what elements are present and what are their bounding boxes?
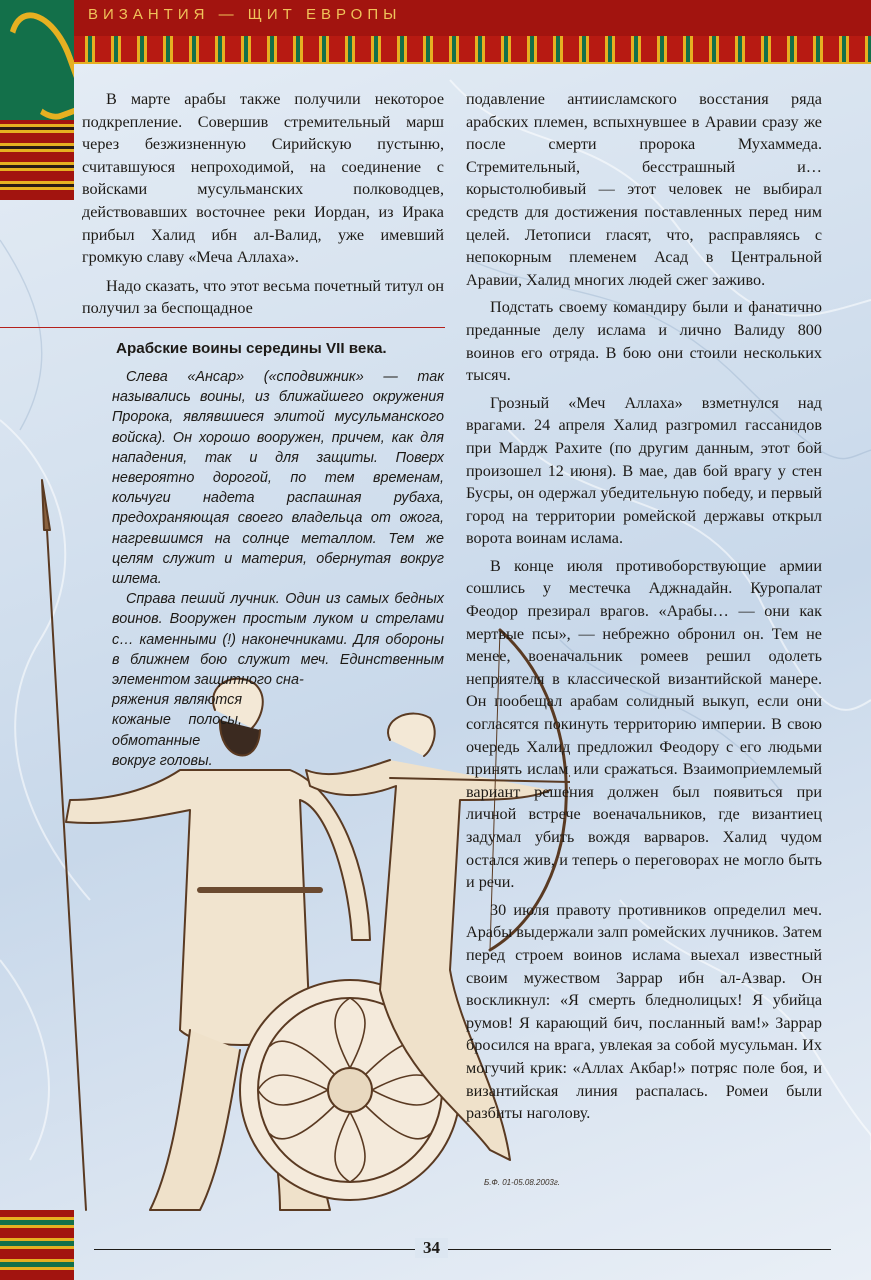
right-paragraph: подавление антиисламского восстания ряда арабских племен, вспыхнувшее в Аравии сразу же после смерти пророка Мухаммеда. Стремительный, бесстрашный и… корыстолюбивый — этот человек не выбирал средств для достижения поставленных перед ним целей. Летописи гласят, что, расправляясь с непокорным племенем Асад в Центральной Аравии, Халид многих людей сжег заживо.: [466, 90, 822, 289]
caption-paragraph: Слева «Ансар» («сподвижник» — так назывались воины, из ближайшего окружения Пророка, являвшиеся элитой мусульманского войска). Он хорошо вооружен, причем, как для нападения, так и для защиты. Поверх невероятно дорогой, по тем временам, кольчуги надета распашная рубаха, предохраняющая своего владельца от ожога, нагревшимся на солнце металлом. Тем же целям служит и материя, обернутая вокруг шлема.: [112, 369, 444, 588]
section-divider: [0, 327, 445, 328]
caption-title: Арабские воины середины VII века.: [116, 340, 387, 357]
footer-rule: [94, 1249, 831, 1250]
page-number: 34: [415, 1238, 448, 1258]
right-paragraph: 30 июля правоту противников определил меч. Арабы выдержали залп ромейских лучников. Затем перед строем воинов ислама выехал известный своим мужеством Заррар ибн ал-Азвар. Он воскликнул: «Я смерть бледнолицых! Я убийца румов! Я карающий бич, посланный вам!» Заррар бросился на врага, увлекая за собой мусульман. Их могучий крик: «Аллах Акбар!» потряс поле боя, и византийская линия распалась. Ромеи были разбиты наголову.: [466, 900, 822, 1123]
left-paragraph: В марте арабы также получили некоторое подкрепление. Совершив стремительный марш через безжизненную Сирийскую пустыню, считавшуюся непроходимой, на соединение с войсками мусульманских полководцев, действовавших восточнее реки Иордан, из Ирака прибыл Халид ибн ал-Валид, уже имевший громкую славу «Меча Аллаха».: [82, 90, 444, 267]
illustration-credit: Б.Ф. 01-05.08.2003г.: [484, 1178, 561, 1187]
right-paragraph: Грозный «Меч Аллаха» взметнулся над врагами. 24 апреля Халид разгромил гассанидов при Мардж Рахите (по другим данным, этот бой произошел 12 июня). В мае, дав бой врагу у стен Бусры, он одержал убедительную победу, и первый город на территории ромейской державы открыл ворота воинам ислама.: [466, 393, 822, 548]
left-paragraph: Надо сказать, что этот весьма почетный титул он получил за беспощадное: [82, 276, 444, 318]
ornament-band: [74, 36, 871, 64]
left-column: [82, 88, 444, 320]
caption-paragraph-end: ряжения являются кожаные полосы, обмотанные вокруг головы.: [112, 692, 242, 769]
running-title: ВИЗАНТИЯ — ЩИТ ЕВРОПЫ: [88, 6, 402, 23]
left-ornament-top: [0, 0, 74, 200]
right-paragraph: В конце июля противоборствующие армии сошлись у местечка Аджнадайн. Куропалат Феодор презирал врагов. «Арабы… — они как мертвые псы», — небрежно обронил он. Тем не менее, военачальник ромеев решил одолеть неприятеля в классической византийской манере. Он пообещал арабам солидный выкуп, если они согласятся покинуть территорию империи. В свою очередь Халид предложил Феодору с его людьми принять ислам или сражаться. Взаимоприемлемый вариант решения должен был появиться при личной встрече военачальников, где византиец задумал убить вождя варваров. Халид чудом остался жив, и теперь о переговорах не могло быть и речи.: [466, 556, 822, 892]
illustration-caption: [112, 340, 444, 771]
caption-paragraph: Справа пеший лучник. Один из самых бедных воинов. Вооружен простым луком и стрелами с… каменными (!) наконечниками. Для обороны в ближнем бою служит меч. Единственным элементом защитного сна-: [112, 591, 444, 689]
right-paragraph: Подстать своему командиру были и фанатично преданные делу ислама и лично Валиду 800 воинов его отряда. В бою они стоили нескольких тысяч.: [466, 298, 822, 385]
page-header: [0, 0, 871, 70]
right-column: [466, 88, 822, 1125]
